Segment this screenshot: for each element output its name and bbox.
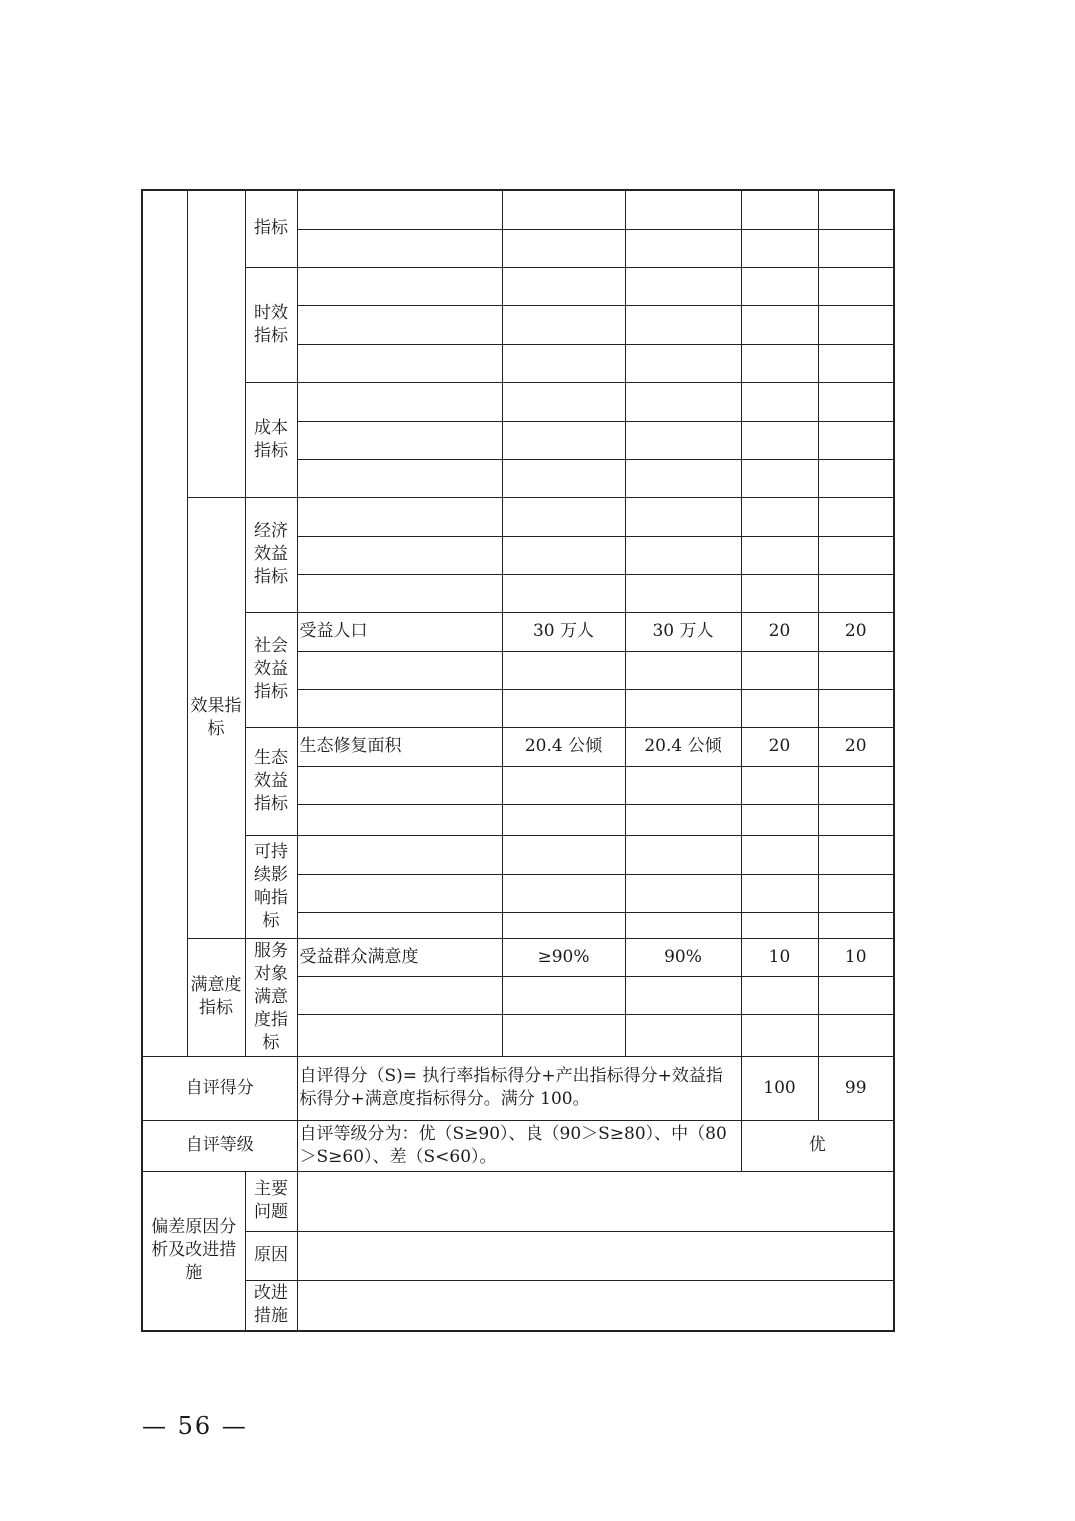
eco-score: 20	[818, 727, 894, 766]
table-cell	[297, 305, 502, 344]
satisfaction-group-label: 满意度指标	[187, 938, 245, 1056]
table-cell	[818, 912, 894, 938]
table-cell	[297, 574, 502, 612]
self-grade-row	[142, 1120, 894, 1171]
timeliness-label: 时效指标	[245, 267, 297, 382]
table-cell	[625, 305, 741, 344]
improve-field	[297, 1280, 894, 1331]
table-cell	[502, 689, 625, 727]
sustain-label: 可持续影响指标	[245, 835, 297, 938]
table-cell	[741, 804, 818, 835]
table-cell	[625, 382, 741, 421]
table-cell	[502, 382, 625, 421]
table-cell	[625, 1014, 741, 1056]
table-cell	[625, 536, 741, 574]
table-cell	[297, 190, 502, 229]
self-score-full: 100	[741, 1056, 818, 1120]
table-cell	[625, 651, 741, 689]
table-cell	[741, 229, 818, 267]
table-cell	[502, 459, 625, 497]
table-cell	[297, 536, 502, 574]
table-cell	[741, 912, 818, 938]
service-label: 服务对象满意度指标	[245, 938, 297, 1056]
eco-row	[142, 727, 894, 766]
table-cell	[502, 574, 625, 612]
table-cell	[297, 689, 502, 727]
table-cell	[297, 976, 502, 1014]
table-cell	[741, 344, 818, 382]
table-cell	[625, 976, 741, 1014]
table-cell	[818, 421, 894, 459]
table-cell	[625, 574, 741, 612]
satis-actual: 90%	[625, 938, 741, 976]
deviation-label: 偏差原因分析及改进措施	[142, 1171, 245, 1331]
table-cell	[818, 1014, 894, 1056]
reason-field	[297, 1231, 894, 1280]
table-cell	[741, 1014, 818, 1056]
social-label: 社会效益指标	[245, 612, 297, 727]
table-cell	[818, 804, 894, 835]
table-cell	[818, 874, 894, 912]
table-cell	[741, 382, 818, 421]
table-cell	[502, 305, 625, 344]
table-cell	[818, 344, 894, 382]
table-cell	[741, 574, 818, 612]
table-cell	[502, 912, 625, 938]
satis-name: 受益群众满意度	[297, 938, 502, 976]
table-cell	[297, 912, 502, 938]
table-cell	[818, 835, 894, 874]
table-cell	[818, 689, 894, 727]
self-score-label: 自评得分	[142, 1056, 297, 1120]
table-cell	[625, 912, 741, 938]
satis-target: ≥90%	[502, 938, 625, 976]
table-cell	[741, 305, 818, 344]
eco-weight: 20	[741, 727, 818, 766]
table-cell	[741, 874, 818, 912]
table-cell	[625, 267, 741, 305]
table-cell	[741, 651, 818, 689]
table-cell	[502, 190, 625, 229]
social-weight: 20	[741, 612, 818, 651]
table-cell	[502, 1014, 625, 1056]
table-cell	[625, 344, 741, 382]
table-cell	[741, 835, 818, 874]
table-cell	[818, 766, 894, 804]
self-grade-text: 自评等级分为：优（S≥90）、良（90＞S≥80）、中（80＞S≥60）、差（S<60）。	[297, 1120, 741, 1171]
table-cell	[502, 536, 625, 574]
self-grade-value: 优	[741, 1120, 894, 1171]
table-cell	[625, 804, 741, 835]
table-cell	[297, 497, 502, 536]
reason-label: 原因	[245, 1231, 297, 1280]
table-cell	[502, 421, 625, 459]
table-cell	[818, 459, 894, 497]
table-cell	[297, 1014, 502, 1056]
table-cell	[625, 874, 741, 912]
social-name: 受益人口	[297, 612, 502, 651]
table-cell	[741, 766, 818, 804]
satis-weight: 10	[741, 938, 818, 976]
table-cell	[297, 229, 502, 267]
eco-actual: 20.4 公倾	[625, 727, 741, 766]
table-cell	[818, 497, 894, 536]
table-cell	[741, 536, 818, 574]
table-cell	[502, 874, 625, 912]
economic-label: 经济效益指标	[245, 497, 297, 612]
cost-label: 成本指标	[245, 382, 297, 497]
table-cell	[625, 459, 741, 497]
table-cell	[818, 190, 894, 229]
social-actual: 30 万人	[625, 612, 741, 651]
table-cell	[818, 651, 894, 689]
ecological-label: 生态效益指标	[245, 727, 297, 835]
table-cell	[297, 382, 502, 421]
self-score-text: 自评得分（S)= 执行率指标得分+产出指标得分+效益指标得分+满意度指标得分。满分 100。	[297, 1056, 741, 1120]
table-cell	[818, 229, 894, 267]
table-cell	[297, 459, 502, 497]
table-cell	[818, 574, 894, 612]
table-cell	[818, 536, 894, 574]
satis-score: 10	[818, 938, 894, 976]
table-cell	[741, 689, 818, 727]
self-score-value: 99	[818, 1056, 894, 1120]
table-cell	[502, 804, 625, 835]
table-cell	[818, 267, 894, 305]
table-cell	[741, 459, 818, 497]
table-cell	[741, 190, 818, 229]
improve-label: 改进措施	[245, 1280, 297, 1331]
social-row	[142, 612, 894, 651]
table-cell	[625, 689, 741, 727]
table-cell	[297, 344, 502, 382]
table-cell	[741, 976, 818, 1014]
table-cell	[502, 835, 625, 874]
table-cell	[818, 305, 894, 344]
self-grade-label: 自评等级	[142, 1120, 297, 1171]
evaluation-table	[141, 189, 895, 1332]
effect-group-label: 效果指标	[187, 497, 245, 938]
table-cell	[297, 835, 502, 874]
social-score: 20	[818, 612, 894, 651]
eco-name: 生态修复面积	[297, 727, 502, 766]
page-number: — 56 —	[142, 1412, 248, 1440]
table-cell	[502, 344, 625, 382]
table-cell	[297, 651, 502, 689]
table-cell	[625, 835, 741, 874]
social-target: 30 万人	[502, 612, 625, 651]
table-cell	[625, 190, 741, 229]
table-cell	[625, 421, 741, 459]
table-cell	[625, 229, 741, 267]
output-group-cell	[187, 190, 245, 497]
table-cell	[741, 267, 818, 305]
table-cell	[818, 382, 894, 421]
table-cell	[502, 651, 625, 689]
eco-target: 20.4 公倾	[502, 727, 625, 766]
table-cell	[297, 804, 502, 835]
self-score-row	[142, 1056, 894, 1120]
table-cell	[741, 497, 818, 536]
table-cell	[625, 497, 741, 536]
table-cell	[297, 766, 502, 804]
main-issue-field	[297, 1171, 894, 1231]
table-cell	[502, 267, 625, 305]
main-issue-label: 主要问题	[245, 1171, 297, 1231]
satis-row	[142, 938, 894, 976]
table-cell	[297, 874, 502, 912]
table-cell	[502, 976, 625, 1014]
table-cell	[625, 766, 741, 804]
outer-blank-cell	[142, 190, 187, 1056]
table-cell	[297, 421, 502, 459]
quality-label: 指标	[245, 190, 297, 267]
table-cell	[502, 497, 625, 536]
table-cell	[297, 267, 502, 305]
table-cell	[502, 229, 625, 267]
table-cell	[502, 766, 625, 804]
table-cell	[741, 421, 818, 459]
table-cell	[818, 976, 894, 1014]
